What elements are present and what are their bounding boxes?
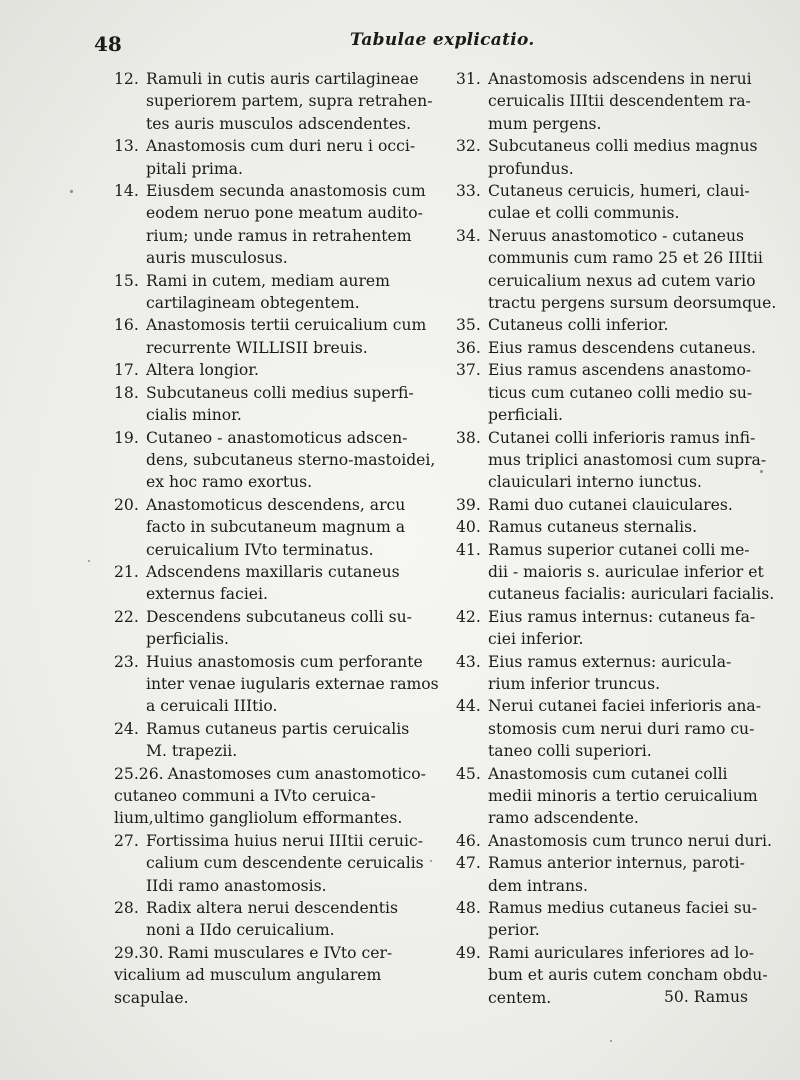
catchword: 50. Ramus: [664, 988, 748, 1006]
entry-text-line: superiorem partem, supra retrahen-: [146, 92, 433, 111]
legend-entry: [114, 68, 433, 135]
entry-number: 46.: [456, 831, 481, 850]
entry-text-line: Cutaneus ceruicis, humeri, claui-: [488, 182, 750, 201]
entry-text-line: ceruicalis IIItii descendentem ra-: [488, 92, 751, 111]
entry-text-line: Huius anastomosis cum perforante: [146, 652, 423, 671]
entry-number: 36.: [456, 338, 481, 357]
entry-number: 19.: [114, 428, 139, 447]
ink-speck: [610, 1040, 612, 1042]
entry-number: 48.: [456, 899, 481, 918]
entry-text-line: Anastomoticus descendens, arcu: [146, 495, 406, 514]
entry-text-line: Anastomosis cum duri neru i occi-: [146, 137, 416, 156]
entry-text-line: scapulae.: [114, 988, 189, 1007]
page-number: 48: [94, 32, 122, 56]
legend-entry: [114, 942, 416, 1009]
left-column: [114, 68, 439, 1009]
legend-entry: [114, 718, 416, 763]
entry-text-line: Cutanei colli inferioris ramus infi-: [488, 428, 756, 447]
legend-entry: [456, 651, 752, 696]
entry-text-line: mus triplici anastomosi cum supra-: [488, 450, 767, 469]
entry-text-line: cutaneus facialis: auriculari facialis.: [488, 585, 775, 604]
entry-text-line: dens, subcutaneus sterno-mastoidei,: [146, 450, 436, 469]
entry-text-line: ceruicalium IVto terminatus.: [146, 540, 374, 559]
entry-text-line: ciei inferior.: [488, 630, 584, 649]
entry-text-line: Anastomosis adscendens in nerui: [488, 70, 752, 88]
entry-text-line: recurrente WILLISII breuis.: [146, 338, 368, 357]
entry-text-line: culae et colli communis.: [488, 204, 680, 223]
legend-entry: [114, 606, 416, 651]
ink-speck: [760, 470, 763, 473]
entry-text-line: Ramus cutaneus sternalis.: [488, 518, 698, 537]
entry-number: 21.: [114, 562, 139, 581]
entry-number: 41.: [456, 540, 481, 559]
legend-entry: [456, 763, 758, 830]
entry-number: 45.: [456, 764, 481, 783]
legend-entry: [456, 314, 752, 336]
entry-number: 12.: [114, 70, 139, 88]
entry-text-line: stomosis cum nerui duri ramo cu-: [488, 719, 755, 738]
entry-text-line: Rami in cutem, mediam aurem: [146, 271, 390, 290]
entry-number: 16.: [114, 316, 139, 335]
entry-text-line: Eius ramus internus: cutaneus fa-: [488, 607, 756, 626]
entry-number: 40.: [456, 518, 481, 537]
entry-text-line: profundus.: [488, 159, 574, 178]
legend-entry: [114, 270, 416, 315]
legend-entry: [456, 225, 777, 315]
entry-text-line: Rami duo cutanei clauiculares.: [488, 495, 733, 514]
legend-entry: [114, 651, 439, 718]
entry-number: 35.: [456, 316, 481, 335]
entry-text-line: Cutaneus colli inferior.: [488, 316, 669, 335]
entry-text-line: Anastomosis cum trunco nerui duri.: [488, 831, 772, 850]
entry-text-line: tractu pergens sursum deorsumque.: [488, 294, 777, 313]
legend-entry: [114, 494, 416, 561]
entry-text-line: cutaneo communi a IVto ceruica-: [114, 787, 376, 805]
entry-text-line: bum et auris cutem concham obdu-: [488, 966, 768, 985]
entry-text-line: Ramus medius cutaneus faciei su-: [488, 899, 758, 918]
entry-number: 13.: [114, 137, 139, 156]
entry-text-line: eodem neruo pone meatum audito-: [146, 204, 423, 223]
entry-text-line: Eius ramus externus: auricula-: [488, 652, 732, 671]
entry-number: 44.: [456, 697, 481, 716]
entry-number: 47.: [456, 854, 481, 873]
legend-entry: [456, 359, 752, 426]
entry-number: 43.: [456, 652, 481, 671]
entry-text-line: ramo adscendente.: [488, 809, 639, 828]
legend-entry: [456, 494, 752, 516]
legend-entry: [114, 763, 426, 830]
entry-text-line: rium; unde ramus in retrahentem: [146, 226, 412, 245]
entry-text-line: auris musculosus.: [146, 249, 288, 268]
legend-entry: [456, 516, 752, 538]
entry-number: 42.: [456, 607, 481, 626]
entry-text-line: centem.: [488, 988, 552, 1007]
entry-text-line: lium,ultimo gangliolum efformantes.: [114, 809, 403, 828]
running-head: Tabulae explicatio.: [350, 30, 535, 50]
entry-text-line: rium inferior truncus.: [488, 674, 661, 693]
entry-number: 17.: [114, 361, 139, 380]
entry-text-line: Anastomosis tertii ceruicalium cum: [146, 316, 427, 335]
legend-entry: [114, 382, 416, 427]
entry-text-line: taneo colli superiori.: [488, 742, 652, 761]
entry-number: 20.: [114, 495, 139, 514]
legend-entry: [456, 427, 767, 494]
entry-text-line: Fortissima huius nerui IIItii ceruic-: [146, 831, 424, 850]
entry-text-line: Ramus superior cutanei colli me-: [488, 540, 750, 559]
entry-number: 33.: [456, 182, 481, 201]
entry-text-line: Rami musculares e IVto cer-: [167, 943, 393, 962]
entry-text-line: Radix altera nerui descendentis: [146, 899, 399, 918]
right-column: [456, 68, 777, 1009]
entry-number: 39.: [456, 495, 481, 514]
legend-entry: [114, 135, 416, 180]
entry-number: 24.: [114, 719, 139, 738]
entry-text-line: communis cum ramo 25 et 26 IIItii: [488, 249, 763, 268]
entry-text-line: tes auris musculos adscendentes.: [146, 114, 412, 133]
entry-text-line: Eius ramus descendens cutaneus.: [488, 338, 756, 357]
entry-text-line: Eiusdem secunda anastomosis cum: [146, 182, 426, 201]
entry-text-line: Anastomosis cum cutanei colli: [488, 764, 728, 783]
legend-entry: [114, 830, 424, 897]
entry-text-line: cartilagineam obtegentem.: [146, 294, 360, 313]
entry-text-line: facto in subcutaneum magnum a: [146, 518, 406, 537]
entry-number: 27.: [114, 831, 139, 850]
entry-text-line: IIdi ramo anastomosis.: [146, 876, 327, 895]
entry-text-line: inter venae iugularis externae ramos: [146, 674, 439, 693]
legend-entry: [456, 852, 752, 897]
entry-text-line: Cutaneo - anastomoticus adscen-: [146, 428, 408, 447]
entry-number: 32.: [456, 137, 481, 156]
legend-entry: [114, 427, 436, 494]
legend-entry: [456, 180, 752, 225]
entry-text-line: Descendens subcutaneus colli su-: [146, 607, 412, 626]
entry-number: 38.: [456, 428, 481, 447]
legend-entry: [114, 359, 416, 381]
entry-text-line: perficialis.: [146, 630, 230, 649]
ink-speck: [430, 860, 432, 862]
entry-text-line: clauiculari interno iunctus.: [488, 473, 702, 492]
entry-text-line: externus faciei.: [146, 585, 268, 604]
entry-text-line: M. trapezii.: [146, 742, 238, 761]
entry-text-line: Anastomoses cum anastomotico-: [167, 764, 426, 783]
entry-text-line: perior.: [488, 921, 540, 940]
entry-text-line: Eius ramus ascendens anastomo-: [488, 361, 752, 380]
entry-number: 49.: [456, 943, 481, 962]
entry-text-line: mum pergens.: [488, 114, 602, 133]
entry-text-line: ex hoc ramo exortus.: [146, 473, 313, 492]
legend-entry: [114, 561, 416, 606]
entry-number: 14.: [114, 182, 139, 201]
entry-text-line: Ramus cutaneus partis ceruicalis: [146, 719, 410, 738]
entry-number: 31.: [456, 70, 481, 88]
entry-text-line: cialis minor.: [146, 406, 242, 425]
legend-entry: [456, 135, 758, 180]
entry-number: 37.: [456, 361, 481, 380]
legend-entry: [114, 897, 416, 942]
entry-text-line: noni a IIdo ceruicalium.: [146, 921, 335, 940]
entry-number: 22.: [114, 607, 139, 626]
entry-text-line: dem intrans.: [488, 876, 589, 895]
entry-text-line: Adscendens maxillaris cutaneus: [146, 562, 400, 581]
entry-text-line: ticus cum cutaneo colli medio su-: [488, 383, 753, 402]
entry-text-line: Ramus anterior internus, paroti-: [488, 854, 745, 873]
entry-number: 34.: [456, 226, 481, 245]
entry-text-line: perficiali.: [488, 406, 564, 425]
legend-entry: [114, 180, 426, 270]
legend-entry: [456, 695, 761, 762]
legend-entry: [456, 897, 758, 942]
legend-entry: [456, 337, 756, 359]
entry-number: 15.: [114, 271, 139, 290]
entry-text-line: Rami auriculares inferiores ad lo-: [488, 943, 754, 962]
entry-text-line: medii minoris a tertio ceruicalium: [488, 787, 758, 805]
entry-number: 18.: [114, 383, 139, 402]
entry-text-line: Ramuli in cutis auris cartilagineae: [146, 70, 419, 88]
entry-text-line: a ceruicali IIItio.: [146, 697, 278, 716]
entry-text-line: Subcutaneus colli medius magnus: [488, 137, 758, 156]
legend-entry: [456, 68, 752, 135]
entry-text-line: ceruicalium nexus ad cutem vario: [488, 271, 756, 290]
entry-text-line: Subcutaneus colli medius superfi-: [146, 383, 414, 402]
entry-number: 28.: [114, 899, 139, 918]
legend-entry: [456, 830, 772, 852]
ink-speck: [88, 560, 90, 562]
ink-speck: [70, 190, 73, 193]
entry-text-line: calium cum descendente ceruicalis: [146, 854, 424, 873]
entry-number: 25.26.: [114, 764, 164, 783]
legend-entry: [114, 314, 427, 359]
entry-text-line: pitali prima.: [146, 159, 243, 178]
entry-number: 23.: [114, 652, 139, 671]
entry-number: 29.30.: [114, 943, 164, 962]
entry-text-line: Nerui cutanei faciei inferioris ana-: [488, 697, 761, 716]
entry-text-line: dii - maioris s. auriculae inferior et: [488, 562, 764, 581]
legend-entry: [456, 606, 756, 651]
legend-entry: [456, 539, 775, 606]
entry-text-line: Altera longior.: [146, 361, 259, 380]
entry-text-line: Neruus anastomotico - cutaneus: [488, 226, 745, 245]
entry-text-line: vicalium ad musculum angularem: [114, 966, 382, 985]
